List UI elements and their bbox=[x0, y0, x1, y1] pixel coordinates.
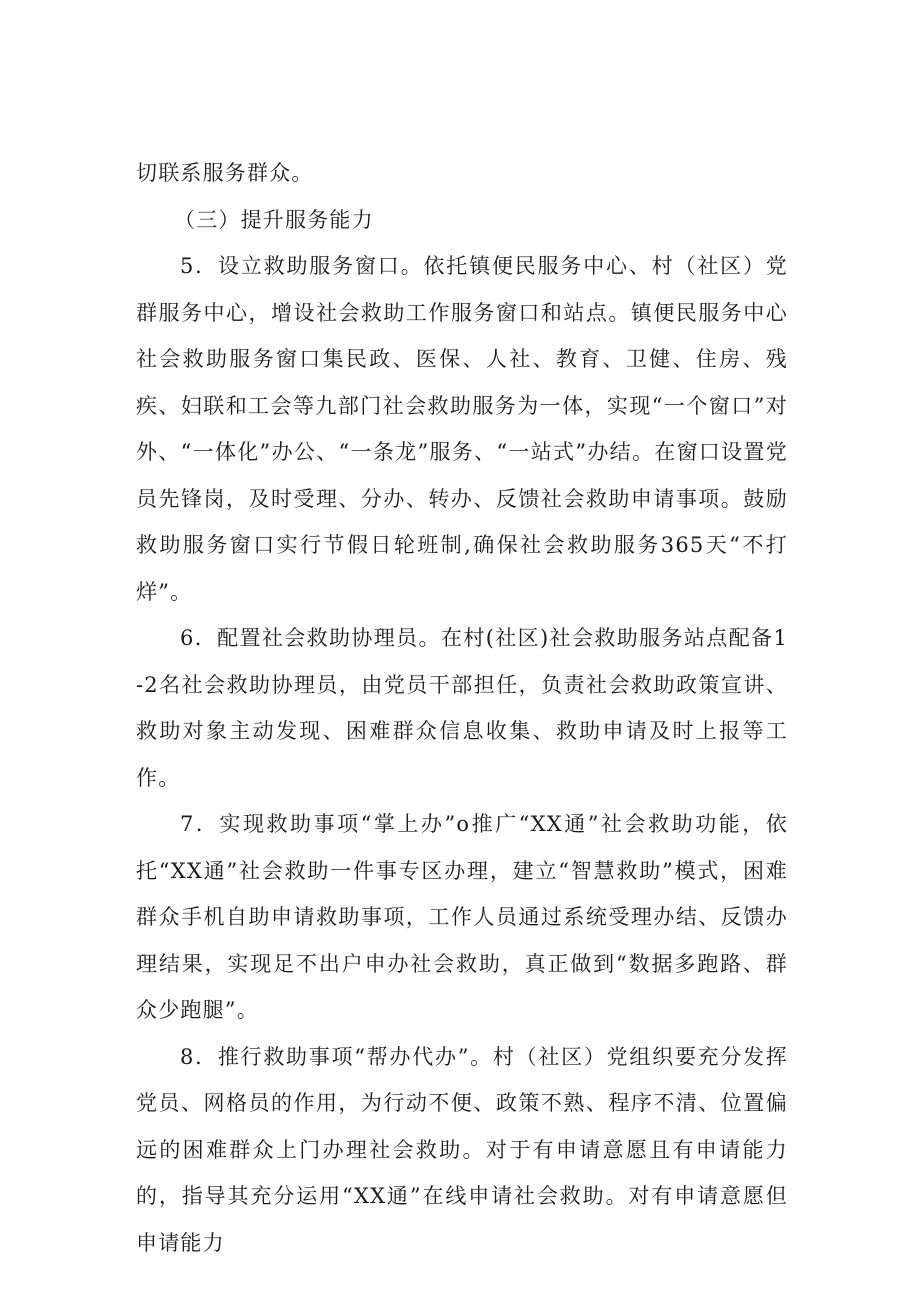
document-body bbox=[136, 150, 788, 1266]
paragraph-continuation: 切联系服务群众。 bbox=[136, 161, 314, 185]
paragraph-item-5: 5．设立救助服务窗口。依托镇便民服务中心、村（社区）党群服务中心，增设社会救助工作服务窗口和站点。镇便民服务中心社会救助服务窗口集民政、医保、人社、教育、卫健、住房、残疾、妇联和工会等九部门社会救助服务为一体，实现“一个窗口”对外、“一体化”办公、“一条龙”服务、“一站式”办结。在窗口设置党员先锋岗，及时受理、分办、转办、反馈社会救助申请事项。鼓励救助服务窗口实行节假日轮班制,确保社会救助服务365天“不打烊”。 bbox=[136, 254, 788, 604]
paragraph-item-7: 7．实现救助事项“掌上办”o推广“XX通”社会救助功能，依托“XX通”社会救助一件事专区办理，建立“智慧救助”模式，困难群众手机自助申请救助事项，工作人员通过系统受理办结、反馈办理结果，实现足不出户申办社会救助，真正做到“数据多跑路、群众少跑腿”。 bbox=[136, 812, 788, 1022]
paragraph-item-8: 8．推行救助事项“帮办代办”。村（社区）党组织要充分发挥党员、网格员的作用，为行动不便、政策不熟、程序不清、位置偏远的困难群众上门办理社会救助。对于有申请意愿且有申请能力的，指导其充分运用“XX通”在线申请社会救助。对有申请意愿但申请能力 bbox=[136, 1044, 788, 1255]
section-heading: （三）提升服务能力 bbox=[174, 207, 374, 232]
paragraph-item-6: 6．配置社会救助协理员。在村(社区)社会救助服务站点配备1-2名社会救助协理员，由党员干部担任，负责社会救助政策宣讲、救助对象主动发现、困难群众信息收集、救助申请及时上报等工作。 bbox=[136, 626, 788, 790]
